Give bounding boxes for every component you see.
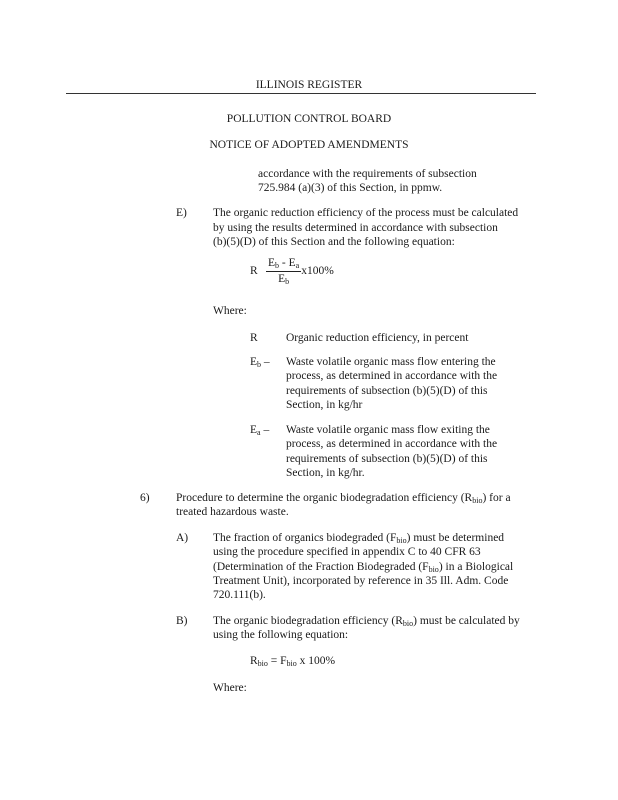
equation-r-fraction (266, 256, 301, 287)
def-ea-line-2: process, as determined in accordance with the (286, 438, 498, 450)
item-a-line-4: Treatment Unit), incorporated by reference in 35 Ill. Adm. Code (213, 575, 509, 587)
item-b-line-1: The organic biodegradation efficiency $(R_{bio})$ must be calculated by (213, 615, 520, 628)
item-b-where: Where: (213, 682, 247, 694)
item-6-line-1: Procedure to determine the organic biodegradation efficiency $(R_{bio})$ for a (176, 492, 511, 505)
header-rule (66, 93, 536, 94)
continuation-line-2: 725.984 (a)(3) of this Section, in ppmw. (258, 182, 443, 194)
notice-title: NOTICE OF ADOPTED AMENDMENTS (209, 139, 409, 151)
def-eb-line-3: requirements of subsection (b)(5)(D) of this (286, 385, 488, 397)
def-eb-line-4: Section, in kg/hr (286, 399, 363, 411)
equation-r-tail: x100% (301, 265, 334, 278)
register-title: ILLINOIS REGISTER (255, 79, 363, 91)
item-e-where: Where: (213, 305, 247, 317)
item-a-line-2: using the procedure specified in appendix C to 40 CFR 63 (213, 546, 481, 558)
def-ea-line-3: requirements of subsection (b)(5)(D) of this (286, 453, 488, 465)
equation-rbio: $R_{bio} = F_{bio}$ x 100% (250, 655, 336, 668)
item-a-label: A) (176, 532, 189, 544)
continuation-line-1: accordance with the requirements of subsection (258, 168, 477, 180)
def-ea-symbol: $E_a$ – (250, 424, 270, 437)
def-eb-line-1: Waste volatile organic mass flow entering the (286, 356, 496, 368)
def-ea-line-1: Waste volatile organic mass flow exiting the (286, 424, 490, 436)
item-e-line-1: The organic reduction efficiency of the process must be calculated (213, 207, 519, 219)
item-6-label: 6) (140, 492, 150, 504)
item-a-line-3: (Determination of the Fraction Biodegraded $(F_{bio})$ in a Biological (213, 561, 514, 574)
equation-r-numerator: $E_b - E_a$ (268, 257, 300, 270)
equation-r-lhs: R (250, 265, 258, 277)
def-eb-line-2: process, as determined in accordance with the (286, 370, 498, 382)
item-e-line-2: by using the results determined in accordance with subsection (213, 222, 498, 234)
board-title: POLLUTION CONTROL BOARD (226, 113, 392, 125)
def-r-symbol: R (250, 332, 258, 344)
item-e-line-3: (b)(5)(D) of this Section and the following equation: (213, 236, 455, 248)
item-b-label: B) (176, 615, 188, 627)
item-a-line-5: 720.111(b). (213, 589, 266, 601)
equation-r-denominator: $E_b$ (278, 273, 290, 286)
item-e-label: E) (176, 207, 187, 219)
item-6-line-2: treated hazardous waste. (176, 506, 289, 518)
item-a-line-1: The fraction of organics biodegraded $(F_{bio})$ must be determined (213, 532, 505, 545)
item-b-line-2: using the following equation: (213, 629, 349, 641)
equation-r (266, 256, 334, 287)
def-eb-symbol: $E_b$ – (250, 356, 270, 369)
def-r-text: Organic reduction efficiency, in percent (286, 332, 469, 344)
def-ea-line-4: Section, in kg/hr. (286, 467, 365, 479)
